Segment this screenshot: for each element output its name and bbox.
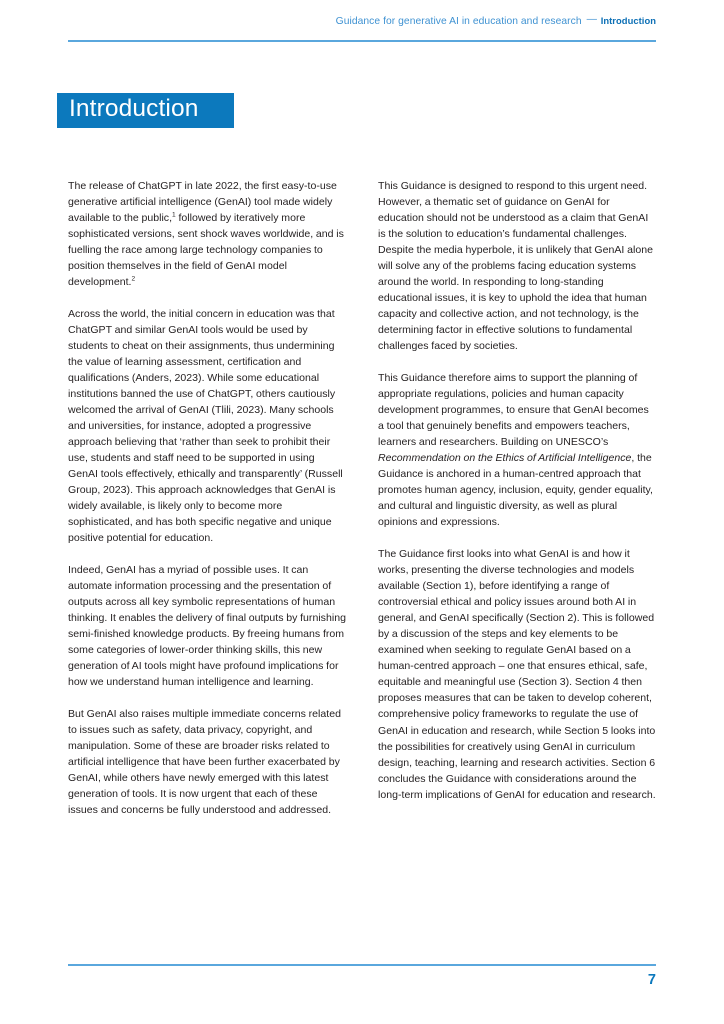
- text-run: The release of ChatGPT in late 2022, the first easy-to-use generative artificial intelligence (GenAI) tool made widely available to the public,: [68, 180, 337, 225]
- right-column: [378, 178, 656, 818]
- text-run: This Guidance is designed to respond to this urgent need. However, a thematic set of guidance on GenAI for education should not be understood as a claim that GenAI is the solution to education’s fundamental challenges. Despite the media hyperbole, it is unlikely that GenAI alone will solve any of the problems facing education systems around the world. In responding to long-standing educational issues, it is key to uphold the idea that human capacity and collective action, and not technology, is the determining factor in effective solutions to fundamental challenges faced by societies.: [378, 180, 653, 353]
- text-run: , the Guidance is anchored in a human-centred approach that promotes human agency, inclusion, equity, gender equality, and cultural and linguistic diversity, as well as plural opinions and expressions.: [378, 452, 653, 529]
- left-paragraph-p4: [68, 706, 346, 818]
- footer-divider-rule: [68, 964, 656, 966]
- running-header-separator: —: [586, 14, 596, 25]
- page-footer: [68, 964, 656, 1004]
- text-run: Indeed, GenAI has a myriad of possible uses. It can automate information processing and the presentation of outputs across all key symbolic representations of human thinking. It enables the delivery of final outputs by furnishing semi-finished knowledge products. By freeing humans from some categories of lower-order thinking skills, this new generation of AI tools might have profound implications for how we understand human intelligence and learning.: [68, 564, 346, 689]
- chapter-title-banner: [57, 93, 234, 128]
- right-paragraph-p5: [378, 178, 656, 355]
- page-number: 7: [647, 972, 656, 988]
- text-run: followed by iteratively more sophisticated versions, sent shock waves worldwide, and is fuelling the race among large technology companies to position themselves in the field of GenAI model development.: [68, 212, 344, 289]
- footnote-marker: 1: [172, 211, 176, 219]
- right-paragraph-p7: [378, 546, 656, 803]
- italic-title: Recommendation on the Ethics of Artificial Intelligence: [378, 452, 632, 465]
- text-run: But GenAI also raises multiple immediate concerns related to issues such as safety, data privacy, copyright, and manipulation. Some of these are broader risks related to artificial intelligence that have been further exacerbated by GenAI, while others have newly emerged with this latest generation of tools. It is now urgent that each of these issues and concerns be fully understood and addressed.: [68, 707, 341, 817]
- running-header-section: Introduction: [600, 15, 656, 26]
- right-paragraph-p6: [378, 370, 656, 530]
- left-paragraph-p3: [68, 562, 346, 690]
- chapter-title-label: Introduction: [69, 95, 199, 123]
- body-columns: [68, 178, 657, 818]
- left-column: [68, 178, 346, 818]
- header-divider-rule: [68, 40, 656, 42]
- footnote-marker: 2: [131, 275, 136, 283]
- left-paragraph-p1: [68, 178, 346, 290]
- text-run: The Guidance first looks into what GenAI is and how it works, presenting the diverse technologies and models available (Section 1), before identifying a range of controversial ethical and policy issues around both AI in general, and GenAI specifically (Section 2). This is followed by a discussion of the steps and key elements to be examined when seeking to regulate GenAI based on a human-centred approach – one that ensures ethical, safe, equitable and meaningful use (Section 3). Section 4 then proposes measures that can be taken to develop coherent, comprehensive policy frameworks to regulate the use of GenAI in education and research, while Section 5 looks into the possibilities for creatively using GenAI in curriculum design, teaching, learning and research activities. Section 6 concludes the Guidance with considerations around the long-term implications of GenAI for education and research.: [378, 547, 656, 801]
- text-run: This Guidance therefore aims to support the planning of appropriate regulations, policies and human capacity development programmes, to ensure that GenAI becomes a tool that genuinely benefits and empowers teachers, learners and researchers. Building on UNESCO’s: [378, 372, 649, 449]
- running-header: [68, 14, 656, 44]
- left-paragraph-p2: [68, 306, 346, 547]
- running-header-title: Guidance for generative AI in education and research: [335, 16, 582, 27]
- text-run: Across the world, the initial concern in education was that ChatGPT and similar GenAI tools would be used by students to cheat on their assignments, thus undermining the value of learning assessment, certification and qualifications (Anders, 2023). While some educational institutions banned the use of ChatGPT, others cautiously welcomed the arrival of GenAI (Tlili, 2023). Many schools and universities, for instance, adopted a progressive approach believing that ‘rather than seek to prohibit their use, students and staff need to be supported in using GenAI tools effectively, ethically and transparently’ (Russell Group, 2023). This approach acknowledges that GenAI is widely available, is likely only to become more sophisticated, and has both specific negative and unique positive potential for education.: [68, 307, 343, 545]
- running-header-line: [68, 14, 656, 29]
